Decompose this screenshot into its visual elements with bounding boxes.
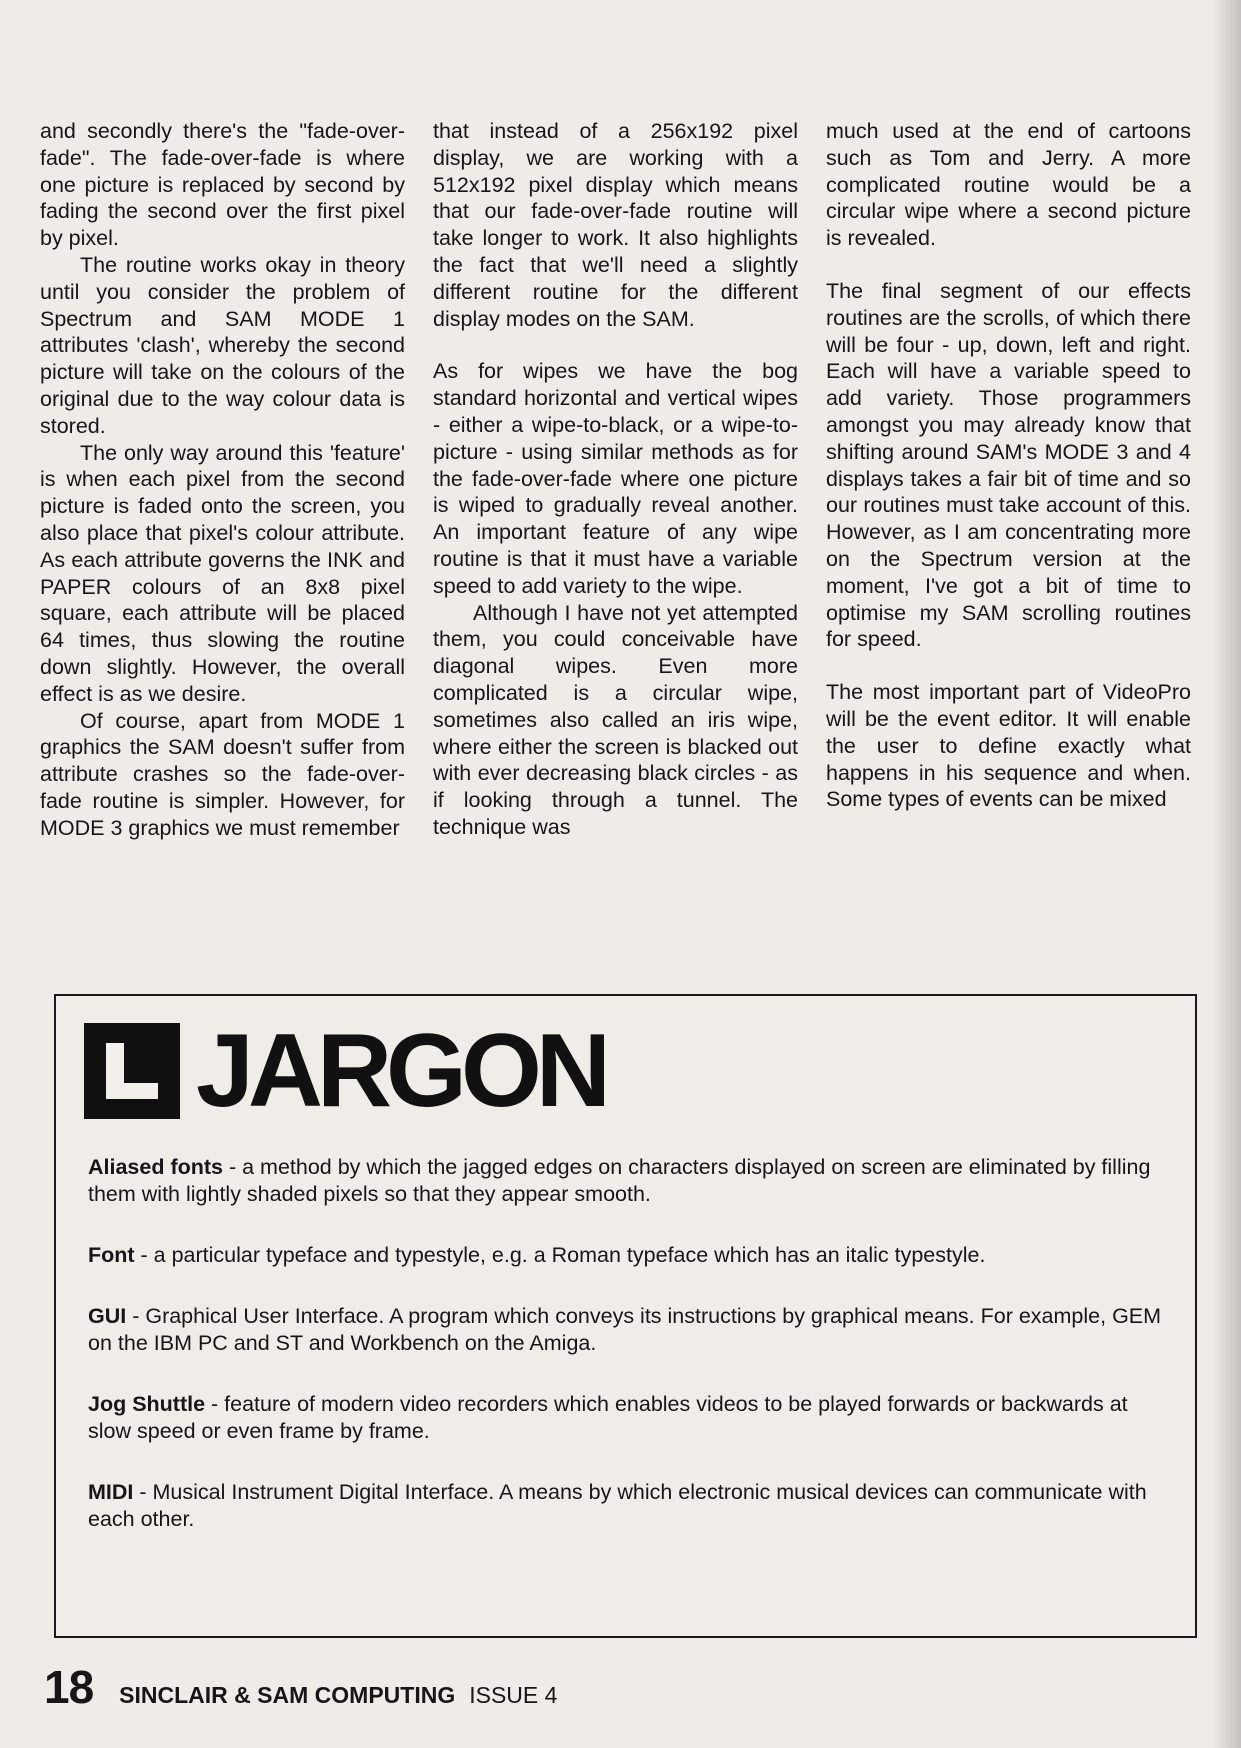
jargon-title: JARGON [196, 1013, 605, 1129]
paragraph: Although I have not yet attempted them, you could conceivable have diagonal wipes. Even more complicated is a circular wipe, sometimes also called an iris wipe, where either the screen is blacked out with ever decreasing black circles - as if looking through a tunnel. The technique was [433, 600, 798, 839]
jargon-term: GUI [88, 1304, 127, 1328]
article-columns [40, 118, 1200, 976]
paragraph: The only way around this 'feature' is when each pixel from the second picture is faded onto the screen, you also place that pixel's colour attribute. As each attribute governs the INK and PAPER colours of an 8x8 pixel square, each attribute will be placed 64 times, thus slowing the routine down slightly. However, the overall effect is as we desire. [40, 440, 405, 706]
paragraph: Of course, apart from MODE 1 graphics the SAM doesn't suffer from attribute crashes so the fade-over-fade routine is simpler. However, for MODE 3 graphics we must remember [40, 708, 405, 840]
page-number: 18 [44, 1661, 94, 1713]
jargon-definition: - Graphical User Interface. A program which conveys its instructions by graphical means. For example, GEM on the IBM PC and ST and Workbench on the Amiga. [88, 1304, 1162, 1355]
paragraph: and secondly there's the "fade-over-fade". The fade-over-fade is where one picture is replaced by second by fading the second over the first pixel by pixel. [40, 119, 405, 251]
jargon-term: Font [88, 1243, 135, 1267]
jargon-definition: - feature of modern video recorders which enables videos to be played forwards or backwards at slow speed or even frame by frame. [88, 1392, 1128, 1443]
column-left [40, 118, 405, 976]
column-middle [433, 118, 798, 976]
page-footer [44, 1660, 558, 1713]
jargon-definition: - a method by which the jagged edges on characters displayed on screen are eliminated by filling them with lightly shaded pixels so that they appear smooth. [88, 1155, 1151, 1206]
paragraph: that instead of a 256x192 pixel display, we are working with a 512x192 pixel display which means that our fade-over-fade routine will take longer to work. It also highlights the fact that we'll need a slightly different routine for the different display modes on the SAM. [433, 119, 798, 331]
jargon-entry [88, 1479, 1168, 1533]
jargon-term: MIDI [88, 1480, 134, 1504]
issue-label: ISSUE 4 [469, 1682, 558, 1708]
jargon-definition: - a particular typeface and typestyle, e.g. a Roman typeface which has an italic typestyle. [134, 1243, 986, 1267]
jargon-term: Aliased fonts [88, 1155, 223, 1179]
jargon-entry [88, 1242, 1168, 1269]
jargon-entries [88, 1154, 1168, 1567]
jargon-definition: - Musical Instrument Digital Interface. A means by which electronic musical devices can communicate with each other. [88, 1480, 1147, 1531]
jargon-entry [88, 1391, 1168, 1445]
paragraph: The routine works okay in theory until you consider the problem of Spectrum and SAM MODE 1 attributes 'clash', whereby the second picture will take on the colours of the original due to the way colour data is stored. [40, 252, 405, 438]
column-right [826, 118, 1191, 976]
jargon-entry [88, 1154, 1168, 1208]
jargon-logo-icon [84, 1023, 180, 1119]
magazine-name: SINCLAIR & SAM COMPUTING [119, 1682, 456, 1708]
paragraph: The most important part of VideoPro will be the event editor. It will enable the user to define exactly what happens in his sequence and when. Some types of events can be mixed [826, 680, 1191, 812]
paragraph: much used at the end of cartoons such as Tom and Jerry. A more complicated routine would be a circular wipe where a second picture is revealed. [826, 119, 1191, 251]
jargon-header [84, 1013, 605, 1129]
paragraph: As for wipes we have the bog standard horizontal and vertical wipes - either a wipe-to-black, or a wipe-to-picture - using similar methods as for the fade-over-fade where one picture is wiped to gradually reveal another. An important feature of any wipe routine is that it must have a variable speed to add variety to the wipe. [433, 359, 798, 598]
jargon-entry [88, 1303, 1168, 1357]
paragraph: The final segment of our effects routines are the scrolls, of which there will be four - up, down, left and right. Each will have a variable speed to add variety. Those programmers amongst you may already know that shifting around SAM's MODE 3 and 4 displays takes a fair bit of time and so our routines must take account of this. However, as I am concentrating more on the Spectrum version at the moment, I've got a bit of time to optimise my SAM scrolling routines for speed. [826, 278, 1191, 652]
page-edge-shadow [1211, 0, 1241, 1748]
jargon-box [54, 994, 1197, 1638]
jargon-term: Jog Shuttle [88, 1392, 206, 1416]
